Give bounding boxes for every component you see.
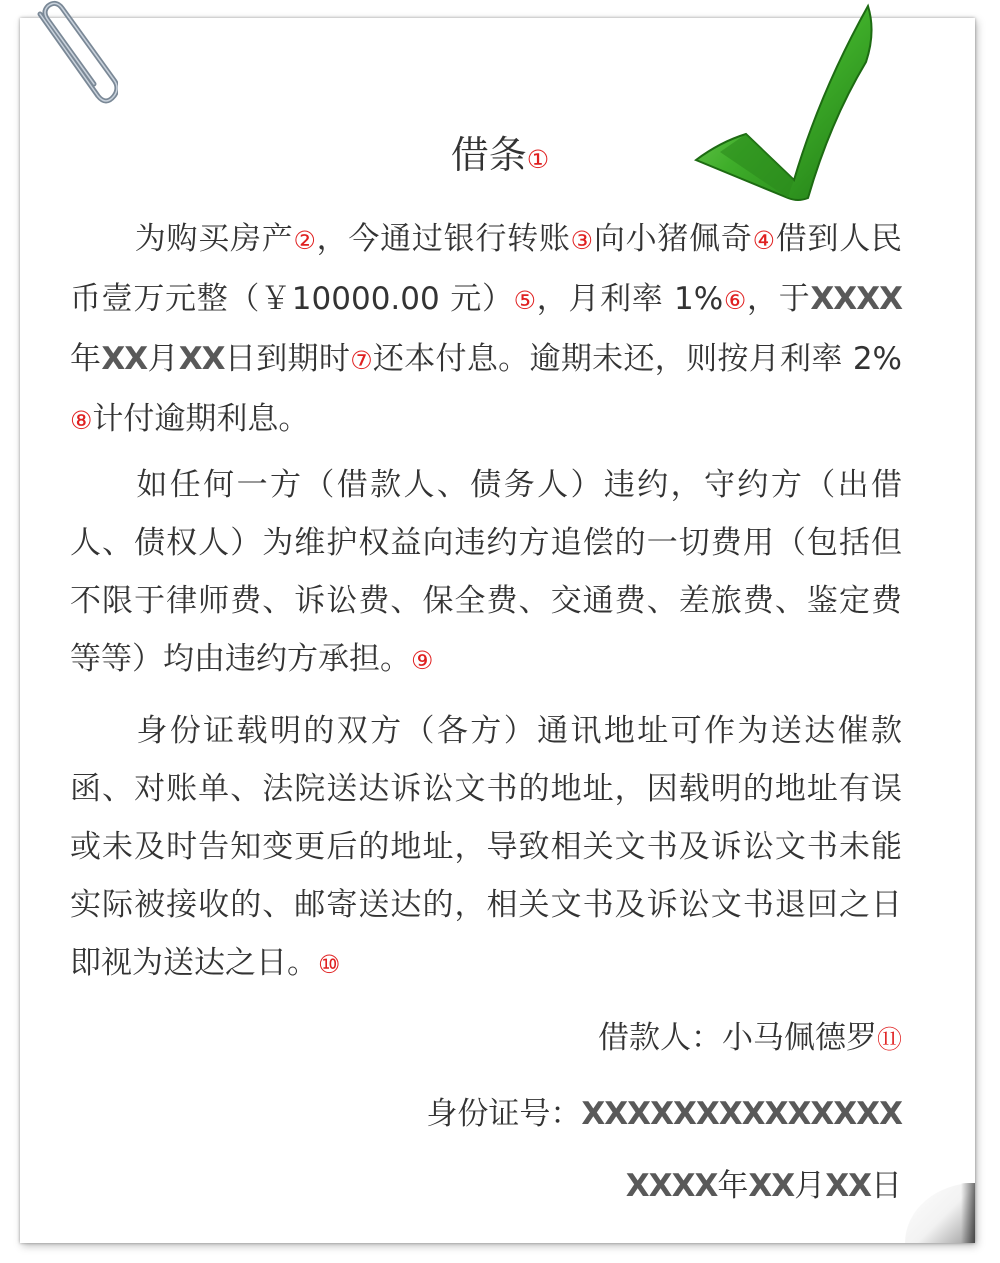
note-mark: ①: [526, 145, 550, 174]
page-title: 借条①: [450, 133, 550, 177]
note-mark: ④: [752, 226, 776, 255]
note-mark: ⑧: [70, 406, 93, 435]
placeholder-year: XXXX: [810, 281, 902, 317]
note-mark: ②: [293, 226, 317, 255]
paperclip-icon: [28, 0, 118, 110]
note-mark: ⑩: [318, 950, 341, 979]
date-line: XXXX年XX月XX日: [625, 1168, 902, 1204]
note-mark: ⑥: [723, 286, 748, 315]
paragraph-breach-costs: 如任何一方（借款人、债务人）违约，守约方（出借人、债权人）为维护权益向违约方追偿的一切费用（包括但不限于律师费、诉讼费、保全费、交通费、差旅费、鉴定费等等）均由违约方承担。⑨: [70, 467, 902, 677]
id-number-placeholder: XXXXXXXXXXXXXX: [581, 1096, 902, 1132]
paragraph-service-address: 身份证载明的双方（各方）通讯地址可作为送达催款函、对账单、法院送达诉讼文书的地址，因载明的地址有误或未及时告知变更后的地址，导致相关文书及诉讼文书未能实际被接收的、邮寄送达的，相关文书及诉讼文书退回之日即视为送达之日。⑩: [70, 713, 902, 981]
note-mark: ⑪: [876, 1025, 902, 1054]
placeholder-month: XX: [101, 341, 148, 377]
page-curl-shadow: [961, 1183, 975, 1243]
placeholder-day: XX: [178, 341, 225, 377]
note-mark: ③: [570, 226, 594, 255]
paragraph-loan-terms: 为购买房产②，今通过银行转账③向小猪佩奇④借到人民币壹万元整（￥10000.00 元）⑤，月利率 1%⑥，于XXXX年XX月XX日到期时⑦还本付息。逾期未还，则按月利率 2%⑧计付逾期利息。: [70, 221, 903, 437]
note-mark: ⑨: [411, 646, 434, 675]
note-mark: ⑦: [350, 346, 373, 375]
note-mark: ⑤: [513, 286, 537, 315]
id-number-line: 身份证号：XXXXXXXXXXXXXX: [426, 1096, 902, 1132]
borrower-line: 借款人：小马佩德罗⑪: [597, 1020, 902, 1056]
